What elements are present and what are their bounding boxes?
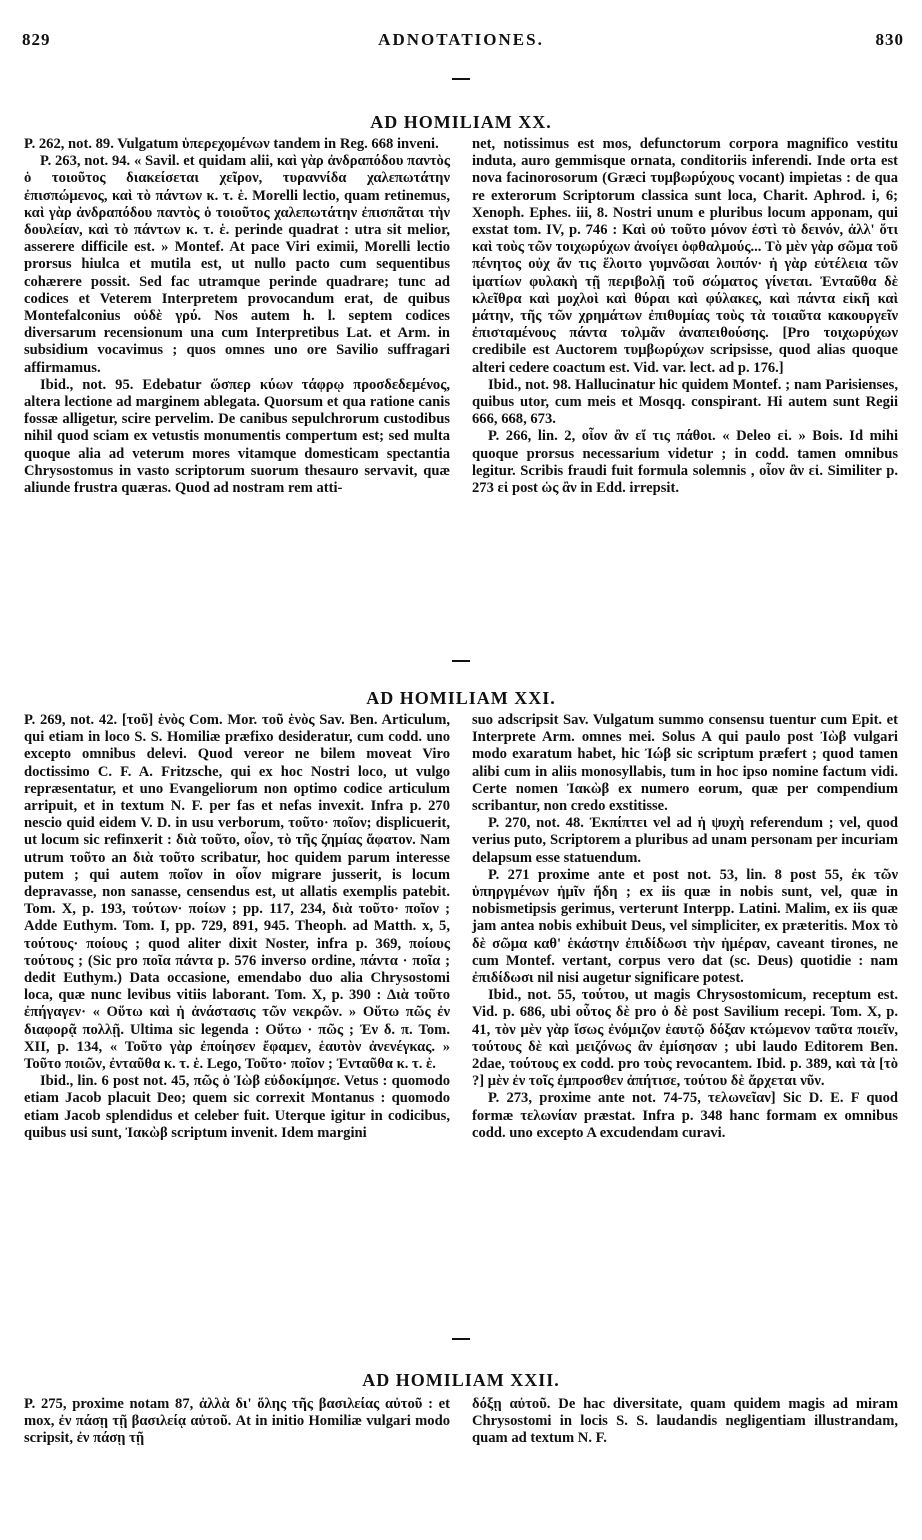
- separator-rule: [452, 78, 470, 80]
- paragraph: P. 273, proxime ante not. 74-75, τελωνεῖαν] Sic D. E. F quod formæ τελωνίαν præstat. Infra p. 348 hanc formam ex omnibus codd. uno excepto A excudendam curavi.: [472, 1090, 898, 1141]
- paragraph: net, notissimus est mos, defunctorum corpora magnifico vestitu induta, auro gemmisque ornata, conditoriis inferendi. Inde orta est nova facinorosorum (Græci τυμβωρύχους vocant) impietas : de qua re exterorum Scriptorum classica sunt loca, Charit. Aphrod. i, 6; Xenoph. Ephes. iii, 8. Nostri unum e pluribus locum apponam, qui exstat tom. IV, p. 746 : Καὶ οὐ τοῦτο μόνον ἐστὶ τὸ δεινόν, ἀλλ' ὅτι καὶ τοὺς τῶν τοιχωρύχων ἀνοίγει ὀφθαλμούς... Τὸ μὲν γὰρ σῶμα τοῦ πένητος οὐχ ἄν τις ἕλοιτο γυμνῶσαι λοιπόν· ἡ γὰρ εὐτέλεια τῶν ἱματίων φυλακὴ τῇ περιβολῇ τοῦ σώματος γίνεται. Ἐνταῦθα δὲ κλεῖθρα καὶ μοχλοὶ καὶ θύραι καὶ φύλακες, καὶ πάντα εἰκῆ καὶ μάτην, τῆς τῶν χρημάτων ἐπιθυμίας τοὺς τὰ τοιαῦτα κακουργεῖν ἐπισταμένους πάντα τολμᾶν ἀναπειθούσης. [Pro τοιχωρύχων credibile est Auctorem τυμβωρύχων scripsisse, quod alias quoque alteri cedere coactum est. Vid. var. lect. ad p. 176.]: [472, 136, 898, 376]
- paragraph: Ibid., lin. 6 post not. 45, πῶς ὁ Ἰὼβ εὐδοκίμησε. Vetus : quomodo etiam Jacob placuit Deo; quem sic correxit Montanus : quomodo etiam Jacob splendidus et celeber fuit. Uterque igitur in codicibus, quibus usi sunt, Ἰακὼβ scriptum invenit. Idem margini: [24, 1073, 450, 1141]
- separator-rule: [452, 660, 470, 662]
- page-number-left: 829: [22, 30, 51, 49]
- separator-rule: [452, 1338, 470, 1340]
- paragraph: δόξῃ αὐτοῦ. De hac diversitate, quam quidem magis ad miram Chrysostomi in locis S. S. laudandis negligentiam illustrandam, quam ad textum N. F.: [472, 1396, 898, 1447]
- section-body-homily-21: [24, 712, 898, 1324]
- paragraph: Ibid., not. 95. Edebatur ὥσπερ κύων τάφρῳ προσδεδεμένος, altera lectione ad marginem ablegata. Quorsum et qua ratione canis fossæ alligetur, scire pervelim. De canibus sepulchrorum custodibus nihil quod sciam ex vetustis monumentis compertum est; sed multa quoque alia ad veterum mores vitamque domesticam spectantia Chrysostomus in vasto scriptorum suorum thesauro servavit, quæ aliunde frustra quæras. Quod ad nostram rem atti-: [24, 376, 450, 497]
- paragraph: P. 269, not. 42. [τοῦ] ἑνὸς Com. Mor. τοῦ ἑνὸς Sav. Ben. Articulum, qui etiam in loco S. S. Homiliæ præfixo desideratur, cum codd. uno excepto omnibus delevi. Quod vereor ne bilem moveat Viro doctissimo C. F. A. Fritzsche, qui ex hoc Nostri loco, ut vulgo repræsentatur, et uno Evangeliorum non optimo codice articulum arripuit, et in textum N. F. per fas et nefas invexit. Infra p. 270 nescio quid eidem V. D. in usu verborum, τοῦτο· ποῖον; displicuerit, ut locum sic refinxerit : διὰ τοῦτο, οἷον, τὸ τῆς ζημίας ἄφατον. Nam utrum τοῦτο an διὰ τοῦτο scribatur, hoc quidem parum interesse putem ; qui autem ποῖον in οἷον migrare jusserit, is locum depravasse, non sanasse, censendus est, ut allatis exemplis patebit. Tom. X, p. 193, τούτων· ποίων ; pp. 117, 234, διὰ τοῦτο· ποῖον ; Adde Euthym. Tom. I, pp. 729, 891, 945. Theoph. ad Matth. x, 5, τούτους· ποίους ; quod aliter dixit Noster, infra p. 369, ποίους τούτους ; (Sic pro ποῖα πάντα p. 576 inverso ordine, πάντα · ποῖα ; dedit Euthym.) Data occasione, emendabo duo alia Chrysostomi loca, quæ nunc levibus vitiis laborant. Tom. X, p. 390 : Διὰ τοῦτο ἐπήγαγεν· « Οὕτω καὶ ἡ ἀνάστασις τῶν νεκρῶν. » Οὕτω πῶς ἐν διαφορᾷ πολλῇ. Ultima sic legenda : Οὕτω · πῶς ; Ἐν δ. π. Tom. XII, p. 134, « Τοῦτο γὰρ ἐποίησεν ἔφαμεν, ἑαυτὸν ἀνενέγκας. » Τοῦτο ποιῶν, ἐνταῦθα κ. τ. ἑ. Lego, Τοῦτο· ποῖον ; Ἐνταῦθα κ. τ. ἑ.: [24, 712, 450, 1073]
- running-title: ADNOTATIONES.: [378, 30, 544, 49]
- paragraph: Ibid., not. 98. Hallucinatur hic quidem Montef. ; nam Parisienses, quibus utor, cum meis et Mosqq. conspirant. Hi autem sunt Regii 666, 668, 673.: [472, 376, 898, 428]
- paragraph: P. 270, not. 48. Ἐκπίπτει vel ad ἡ ψυχὴ referendum ; vel, quod verius puto, Scriptorem a pluribus ad unam personam per incuriam delapsum esse statuendum.: [472, 815, 898, 866]
- paragraph: P. 275, proxime notam 87, ἀλλὰ δι' ὅλης τῆς βασιλείας αὐτοῦ : et mox, ἐν πάσῃ τῇ βασιλείᾳ αὐτοῦ. At in initio Homiliæ vulgari modo scripsit, ἐν πάσῃ τῇ: [24, 1396, 450, 1447]
- section-body-homily-22: [24, 1396, 898, 1516]
- section-title-homily-22: AD HOMILIAM XXII.: [362, 1370, 560, 1390]
- section-title-homily-20: AD HOMILIAM XX.: [370, 112, 552, 132]
- right-column: [472, 136, 898, 497]
- right-column: [472, 712, 898, 1142]
- paragraph: P. 262, not. 89. Vulgatum ὑπερεχομένων tandem in Reg. 668 inveni.: [24, 136, 439, 152]
- right-column: [472, 1396, 898, 1448]
- paragraph: Ibid., not. 55, τούτου, ut magis Chrysostomicum, receptum est. Vid. p. 686, ubi οὗτος δὲ pro ὁ δὲ post Savilium recepi. Tom. X, p. 41, τὸν μὲν γὰρ ἴσως ἐνόμιζον ἑαυτῷ δόξαν κτώμενον ταῦτα ποιεῖν, τούτους δὲ καὶ μειζόνως ἂν ἐμίσησαν ; ubi laudo Editorem Ben. 2dae, τούτους ex codd. pro τοὺς revocantem. Ibid. p. 389, καὶ τὰ [τὸ ?] μὲν ἐν τοῖς ἐμπροσθεν ἀπήτισε, τούτου δὲ ἄρχεται νῦν.: [472, 987, 898, 1090]
- section-title-homily-21: AD HOMILIAM XXI.: [366, 688, 556, 708]
- running-head: [0, 30, 922, 54]
- paragraph: P. 266, lin. 2, οἷον ἂν εἴ τις πάθοι. « Deleo εἰ. » Bois. Id mihi quoque prorsus necessarium videtur ; in codd. tamen omnibus legitur. Scribis fraudi fuit formula solemnis , οἷον ἂν εἰ. Similiter p. 273 εἰ post ὡς ἂν in Edd. irrepsit.: [472, 428, 898, 497]
- left-column: [24, 136, 450, 497]
- paragraph: suo adscripsit Sav. Vulgatum summo consensu tuentur cum Epit. et Interprete Arm. omnes mei. Solus A qui paulo post Ἰὼβ vulgari modo exaratum habet, hic Ἰώβ sic scriptum præfert ; quod tamen alibi cum in aliis monosyllabis, tum in hoc ipso nomine factum vidi. Certe nomen Ἰακὼβ ex numero eorum, quæ per compendium scribantur, non credo exstitisse.: [472, 712, 898, 815]
- paragraph: P. 263, not. 94. « Savil. et quidam alii, καὶ γὰρ ἀνδραπόδου παντὸς ὁ τοιοῦτος διακείσεται χεῖρον, τυραννίδα χαλεπωτάτην ἐπισπώμενος, καὶ τὸ πάντων κ. τ. ἑ. Morelli lectio, quam retinemus, καὶ γὰρ ἀνδραπόδου παντὸς ὁ τοιοῦτος χαλεπωτάτην ἐπισπᾶται τὴν δουλείαν, καὶ τὸ πάντων κ. τ. ἑ. perinde quadrat : utra sit melior, asserere difficile est. » Montef. At pace Viri eximii, Morelli lectio prorsus hiulca et mutila est, ut nullo pacto cum sequentibus cohærere possit. Sed fac utramque perinde quadrare; tunc ad codices et Veterem Interpretem provocandum erat, de quibus Montefalconius οὐδὲ γρύ. Nos autem h. l. septem codices diversarum recensionum una cum Interpretibus Lat. et Arm. in subsidium vocavimus ; quos omnes uno ore Savilio suffragari affirmamus.: [24, 153, 450, 376]
- paragraph: P. 271 proxime ante et post not. 53, lin. 8 post 55, ἐκ τῶν ὑπηργμένων ἡμῖν ἤδη ; ex iis quæ in nobis sunt, vel, quæ in nobismetipsis gerimus, verterunt Interpp. Latini. Malim, ex iis quæ jam antea nobis exhibuit Deus, vel simpliciter, ex præteritis. Mox τὸ δὲ σῶμα καθ' ἑκάστην ἐπιδίδωσι τὴν ἡμέραν, caveant tirones, ne cum Montef. vertant, corpus vero dat (sc. Deus) quotidie : nam ἐπιδίδωσι nil nisi augetur significare potest.: [472, 866, 898, 987]
- left-column: [24, 1396, 450, 1448]
- section-body-homily-20: [24, 136, 898, 650]
- left-column: [24, 712, 450, 1142]
- page-number-right: 830: [875, 30, 904, 49]
